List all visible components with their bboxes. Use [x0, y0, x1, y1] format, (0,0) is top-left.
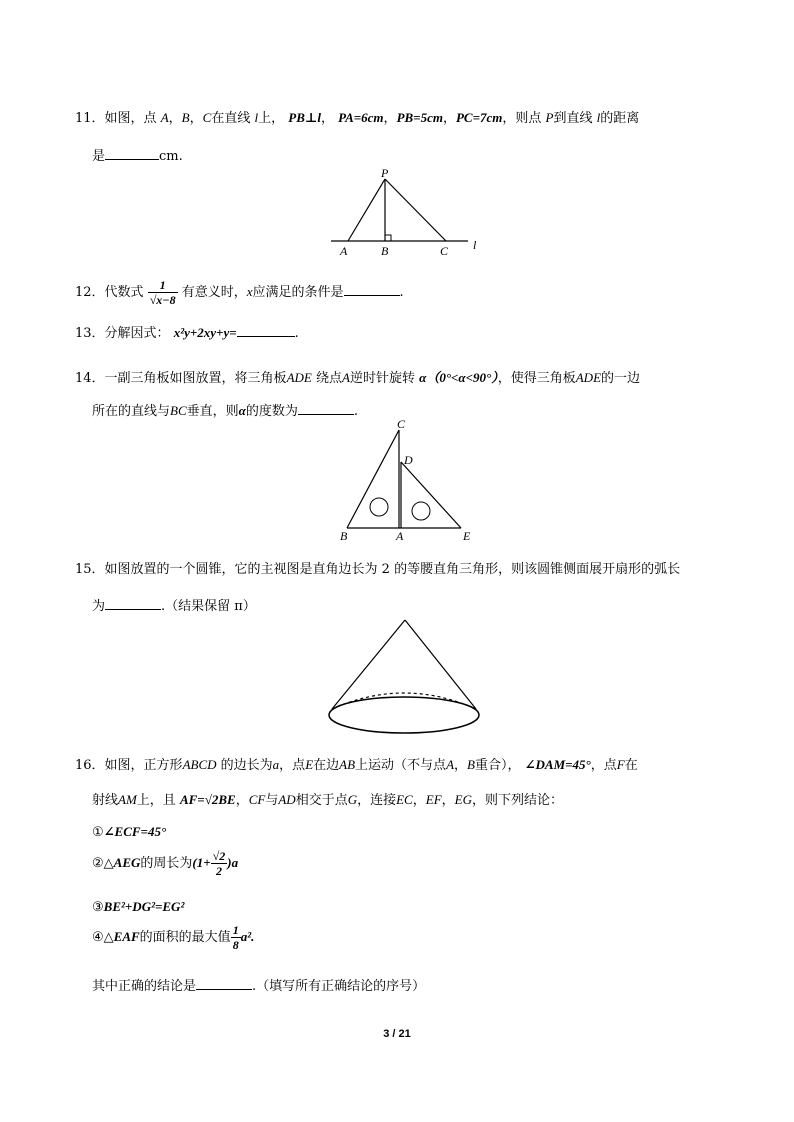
answer-blank[interactable]: [298, 400, 354, 415]
math-range: （0°<α<90°）: [426, 370, 498, 385]
q16-option-1: ①∠ECF=45°: [92, 824, 167, 840]
q11-line2: 是 cm.: [92, 145, 183, 167]
answer-blank[interactable]: [344, 281, 400, 296]
label-c: C: [397, 418, 406, 431]
q12-line: 12．代数式 $\frac{1}{√x-8}$ 有意义时，x应满足的条件是 .: [75, 277, 404, 307]
q15-line1: 15．如图放置的一个圆锥，它的主视图是直角边长为 2 的等腰直角三角形，则该圆锥侧面展开扇形的弧长: [75, 562, 681, 577]
q16-option-2: ②△AEG的周长为(1+ $\frac{√2}{2}$ )a: [92, 848, 239, 878]
math-expression: x²y+2xy+y=: [173, 325, 237, 340]
fraction: $\frac{√2}{2}$: [212, 848, 226, 878]
q15-cone-figure: [322, 615, 487, 740]
fraction: $\frac{1}{√x-8}$: [149, 277, 176, 307]
math-angle-dam: ∠DAM=45°: [524, 757, 591, 772]
math-af: AF=√2BE: [179, 792, 236, 807]
math-pb-perp-l: PB⊥l: [288, 110, 321, 125]
label-c: C: [440, 244, 449, 258]
answer-blank[interactable]: [196, 975, 252, 990]
label-d: D: [404, 453, 413, 467]
answer-blank[interactable]: [237, 322, 295, 337]
math-pb: PB=5cm: [396, 110, 443, 125]
label-a: A: [340, 244, 348, 258]
math-pc: PC=7cm: [455, 110, 503, 125]
label-b: B: [381, 244, 389, 258]
q16-option-3: ③BE²+DG²=EG²: [92, 899, 185, 915]
label-e: E: [463, 529, 471, 543]
math-pa: PA=6cm: [338, 110, 384, 125]
q16-line1: 16．如图，正方形ABCD 的边长为a，点E在边AB上运动（不与点A，B重合）， ∠DAM=45°，点F在: [75, 757, 638, 773]
answer-blank[interactable]: [105, 595, 161, 610]
label-b: B: [340, 529, 348, 543]
fraction: $\frac{1}{8}$: [232, 922, 239, 952]
q16-line-final: 其中正确的结论是 .（填写所有正确结论的序号）: [92, 975, 425, 997]
q15-line2: 为 .（结果保留 π）: [92, 595, 256, 617]
label-l: l: [473, 238, 477, 252]
q16-option-4: ④△EAF的面积的最大值 $\frac{1}{8}$ a².: [92, 922, 255, 952]
q14-figure: [335, 418, 485, 543]
q16-line2: 射线AM上，且 AF=√2BE，CF与AD相交于点G，连接EC，EF，EG，则下列结论：: [92, 792, 564, 808]
q14-line1: 14．一副三角板如图放置，将三角板ADE 绕点A逆时针旋转 α（0°<α<90°），使得三角板ADE的一边: [75, 370, 641, 386]
page-number: 3 / 21: [383, 1028, 411, 1040]
q13-line: 13．分解因式： x²y+2xy+y= .: [75, 322, 299, 344]
q11-line1: 11．如图，点 A，B，C在直线 l上， PB⊥l， PA=6cm，PB=5cm，PC=7cm，则点 P到直线 l的距离: [75, 110, 640, 126]
q14-line2: 所在的直线与BC垂直，则α的度数为 .: [92, 400, 358, 422]
label-a: A: [396, 529, 404, 543]
label-p: P: [381, 166, 389, 180]
answer-blank[interactable]: [105, 145, 159, 160]
q11-figure: [328, 165, 488, 260]
